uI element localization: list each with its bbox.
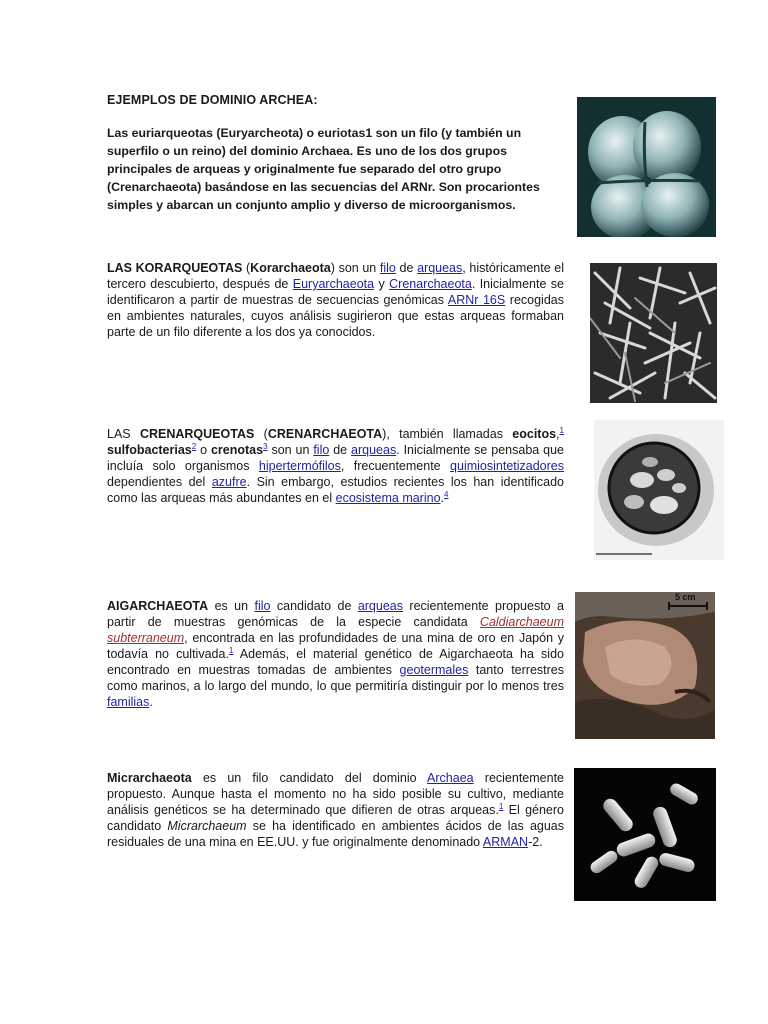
link-caldiarchaeum[interactable]: Caldiarchaeum subterraneum <box>107 615 564 645</box>
link-arqueas[interactable]: arqueas <box>351 443 397 457</box>
link-arqueas[interactable]: arqueas <box>357 599 403 613</box>
text: ), también llamadas <box>382 427 513 441</box>
text: y <box>374 277 390 291</box>
footnote-ref[interactable]: 1 <box>228 645 234 655</box>
text: . Sin embargo, estudios recientes los han identificado como las arqueas más abundantes en el <box>107 475 564 505</box>
footnote-ref[interactable]: 1 <box>498 801 504 811</box>
text: . <box>149 695 153 709</box>
text: , encontrada en las profundidades de una mina de oro en Japón y todavía no cultivada. <box>107 631 564 661</box>
crenarchaeota-image <box>594 420 724 560</box>
text: , históricamente el tercero descubierto, después de <box>107 261 565 291</box>
text: se ha identificado en ambientes ácidos de las aguas residuales de una mina en EE.UU. y fue originalmente denominado <box>107 819 564 849</box>
text: es un <box>208 599 255 613</box>
text: , <box>556 427 560 441</box>
micrarchaeota-image <box>574 768 716 901</box>
euryarchaeota-image <box>577 97 716 237</box>
term: Micrarchaeota <box>107 771 192 785</box>
korarchaeota-image <box>590 263 717 403</box>
text: Además, el material genético de Aigarchaeota ha sido encontrado en muestras tomadas de ambientes <box>107 647 564 677</box>
text: tanto terrestres como marinos, a lo largo del mundo, lo que permitiría distinguir por lo menos tres <box>107 663 564 693</box>
text: de <box>329 443 352 457</box>
link-filo[interactable]: filo <box>254 599 271 613</box>
micrarchaeota-paragraph <box>107 770 564 850</box>
footnote-ref[interactable]: 3 <box>263 441 268 451</box>
link-familias[interactable]: familias <box>107 695 150 709</box>
text: ( <box>242 261 251 275</box>
text: ( <box>254 427 268 441</box>
link-arqueas[interactable]: arqueas <box>417 261 463 275</box>
term: eocitos <box>512 427 557 441</box>
text: . <box>440 491 445 505</box>
genus-name: Micrarchaeum <box>167 819 247 833</box>
aigarchaeota-image <box>575 592 715 739</box>
link-geotermales[interactable]: geotermales <box>399 663 469 677</box>
text: recientemente propuesto a partir de muestras genómicas de la especie candidata <box>107 599 564 629</box>
term: CRENARCHAEOTA <box>267 427 383 441</box>
link-filo[interactable]: filo <box>313 443 330 457</box>
link-euryarchaeota[interactable]: Euryarchaeota <box>292 277 375 291</box>
text: recientemente propuesto. Aunque hasta el momento no ha sido posible su cultivo, mediante análisis genéticos se ha determinado que difieren de otras arqueas. <box>107 771 564 817</box>
korarchaeota-paragraph <box>107 260 564 340</box>
text: o <box>196 443 211 457</box>
term: CRENARQUEOTAS <box>139 427 255 441</box>
link-archaea[interactable]: Archaea <box>427 771 474 785</box>
text: ) son un <box>330 261 380 275</box>
link-arman[interactable]: ARMAN <box>482 835 529 849</box>
text: -2. <box>528 835 543 849</box>
text: El género candidato <box>107 803 564 833</box>
footnote-ref[interactable]: 2 <box>191 441 197 451</box>
text: , frecuentemente <box>340 459 451 473</box>
paragraph-text: Las euriarqueotas (Euryarcheota) o euriotas1 son un filo (y también un superfilo o un reino) del dominio Archaea. Es uno de los dos grupos principales de arqueas y originalmente fue separado del otro grupo (Crenarchaeota) basándose en las secuencias del ARNr. Son procariontes simples y abarcan un conjunto amplio y diverso de microorganismos. <box>107 126 540 212</box>
footnote-ref[interactable]: 4 <box>444 489 449 499</box>
text: recogidas en ambientes naturales, cuyos análisis sugirieron que estas arqueas formaban parte de un filo diferente a los dos ya conocidos. <box>107 293 564 339</box>
text: dependientes del <box>107 475 212 489</box>
term: crenotas <box>210 443 264 457</box>
page-title: EJEMPLOS DE DOMINIO ARCHEA: <box>107 93 318 107</box>
text: son un <box>267 443 314 457</box>
term: LAS KORARQUEOTAS <box>107 261 243 275</box>
footnote-ref[interactable]: 1 <box>559 425 564 435</box>
link-azufre[interactable]: azufre <box>211 475 247 489</box>
text: LAS <box>107 427 140 441</box>
crenarchaeota-paragraph <box>107 426 564 506</box>
text: de <box>395 261 418 275</box>
link-crenarchaeota[interactable]: Crenarchaeota <box>389 277 472 291</box>
term: sulfobacterias <box>107 443 192 457</box>
link-hipertermofilos[interactable]: hipertermófilos <box>258 459 341 473</box>
aigarchaeota-paragraph <box>107 598 564 710</box>
link-filo[interactable]: filo <box>379 261 396 275</box>
text: candidato de <box>270 599 358 613</box>
term: Korarchaeota <box>250 261 331 275</box>
link-arnr-16s[interactable]: ARNr 16S <box>447 293 506 307</box>
text: . Inicialmente se pensaba que incluía solo organismos <box>107 443 564 473</box>
text: . Inicialmente se identificaron a partir de muestras de secuencias genómicas <box>107 277 564 307</box>
link-quimiosintetizadores[interactable]: quimiosintetizadores <box>450 459 564 473</box>
scale-label: 5 cm <box>675 592 696 602</box>
euryarchaeota-paragraph <box>107 124 567 214</box>
term: AIGARCHAEOTA <box>107 599 209 613</box>
link-ecosistema-marino[interactable]: ecosistema marino <box>335 491 441 505</box>
text: es un filo candidato del dominio <box>191 771 428 785</box>
